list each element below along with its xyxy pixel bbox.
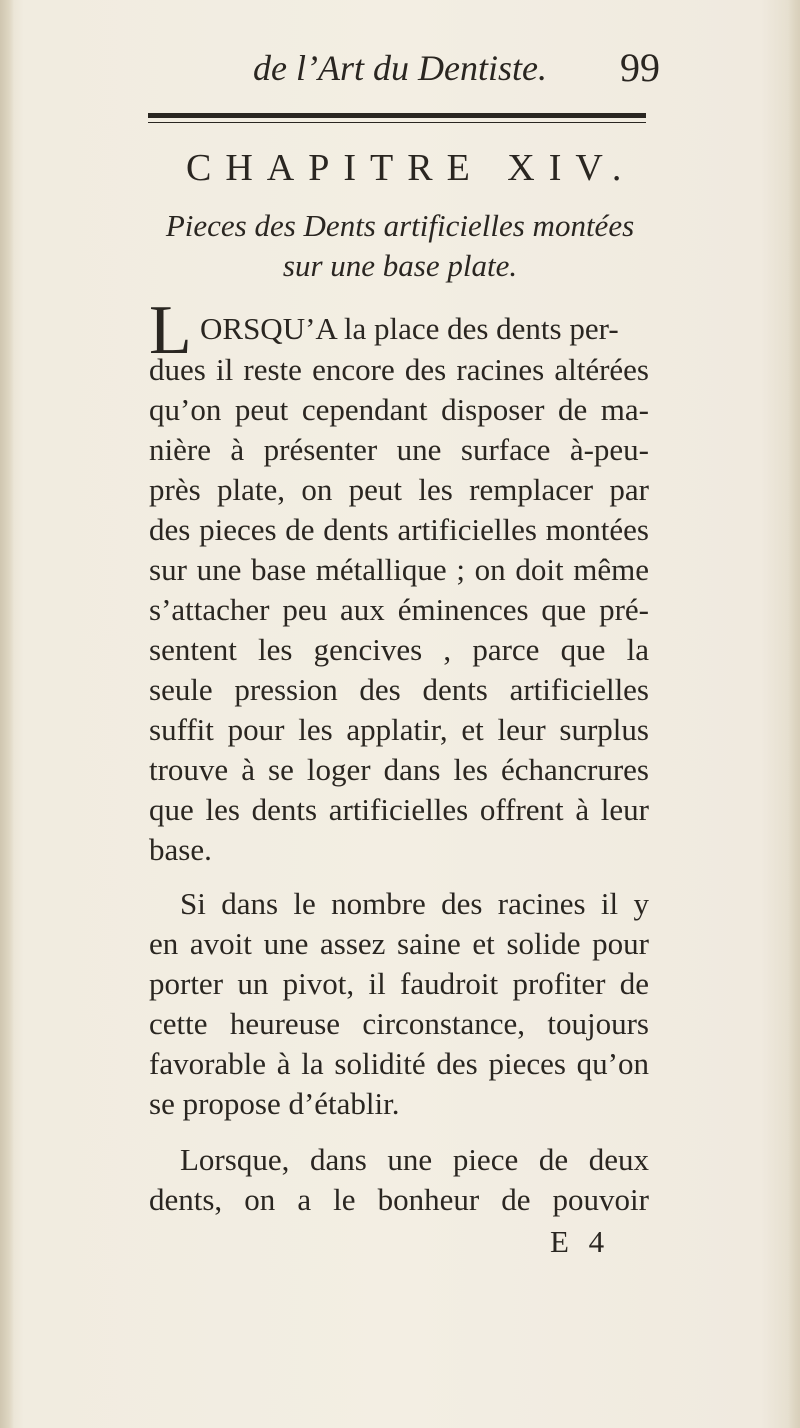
chapter-heading: CHAPITRE XIV. xyxy=(186,147,636,189)
signature-mark: E 4 xyxy=(550,1224,611,1259)
paragraph-1-line: s’attacher peu aux éminences que pré- xyxy=(149,592,649,627)
header-rule-thin xyxy=(148,122,646,123)
paragraph-1-line: base. xyxy=(149,832,212,867)
paragraph-1-line: que les dents artificielles offrent à leur xyxy=(149,792,649,827)
drop-cap: L xyxy=(149,292,192,369)
paragraph-2-line: Si dans le nombre des racines il y xyxy=(180,886,649,921)
paragraph-2-line: se propose d’établir. xyxy=(149,1086,400,1121)
running-title: de l’Art du Dentiste. xyxy=(253,48,547,88)
paragraph-1-line: suffit pour les applatir, et leur surplus xyxy=(149,712,649,747)
page-spine-shadow xyxy=(0,0,14,1428)
paragraph-1-line: près plate, on peut les remplacer par xyxy=(149,472,649,507)
paragraph-1-line: sentent les gencives , parce que la xyxy=(149,632,649,667)
paragraph-1-first-line: ORSQU’A la place des dents per- xyxy=(200,311,619,346)
header-rule-thick xyxy=(148,113,646,118)
paragraph-2-line: favorable à la solidité des pieces qu’on xyxy=(149,1046,649,1081)
paragraph-2-line: porter un pivot, il faudroit profiter de xyxy=(149,966,649,1001)
paragraph-1-line: qu’on peut cependant disposer de ma- xyxy=(149,392,649,427)
paragraph-2-line: en avoit une assez saine et solide pour xyxy=(149,926,649,961)
paragraph-3-line: dents, on a le bonheur de pouvoir xyxy=(149,1182,649,1217)
paragraph-2-line: cette heureuse circonstance, toujours xyxy=(149,1006,649,1041)
paragraph-1-line: dues il reste encore des racines altérées xyxy=(149,352,649,387)
paragraph-1-line: sur une base métallique ; on doit même xyxy=(149,552,649,587)
paragraph-1-line: des pieces de dents artificielles montées xyxy=(149,512,649,547)
chapter-subtitle: Pieces des Dents artificielles montées sur une base plate. xyxy=(165,208,635,283)
page-edge-shadow xyxy=(788,0,800,1428)
paragraph-3-line: Lorsque, dans une piece de deux xyxy=(180,1142,649,1177)
paragraph-1-line: seule pression des dents artificielles xyxy=(149,672,649,707)
paragraph-1-line: nière à présenter une surface à-peu- xyxy=(149,432,649,467)
paragraph-1-line: trouve à se loger dans les échancrures xyxy=(149,752,649,787)
page-number: 99 xyxy=(620,45,660,90)
